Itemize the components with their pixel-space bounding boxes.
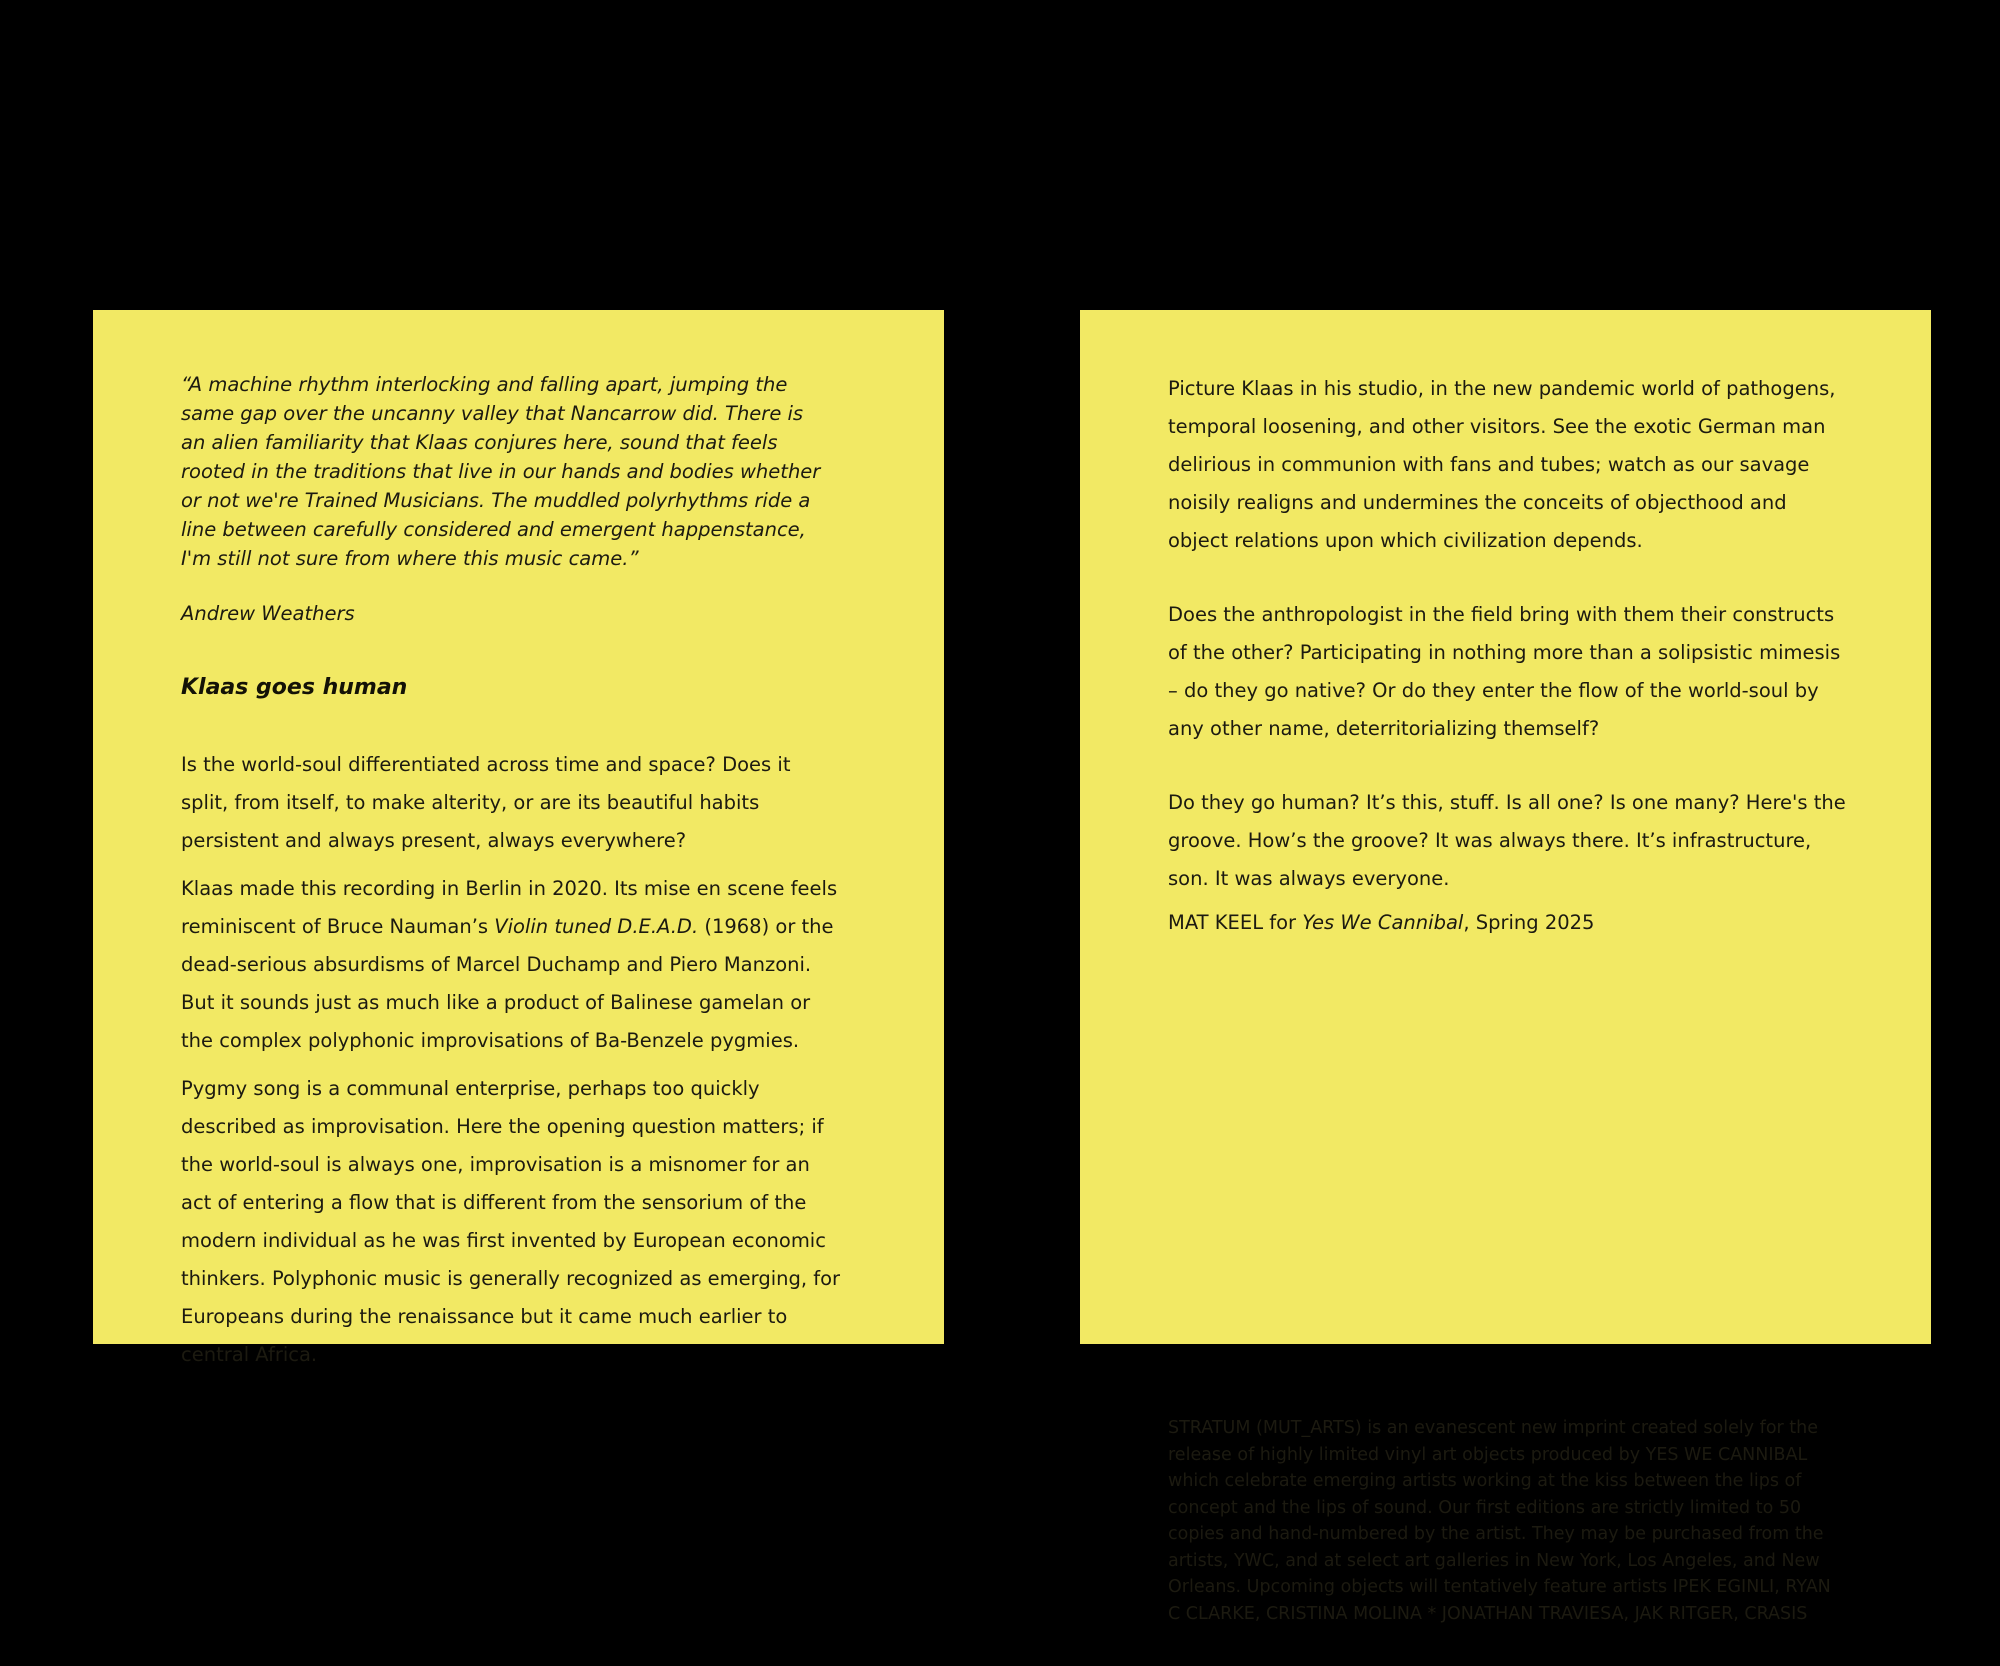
colophon <box>1168 1415 1848 1627</box>
left-page <box>93 310 944 1366</box>
work-title-violin-tuned-dead: Violin tuned D.E.A.D. <box>494 915 699 938</box>
publisher-name: Yes We Cannibal <box>1302 911 1464 934</box>
right-paragraph-2: Does the anthropologist in the field bring with them their constructs of the other? Participating in nothing more than a solipsistic mimesis – do they go native? Or do they enter the flow of the world-soul by any other name, deterritorializing themself? <box>1168 603 1841 740</box>
pull-quote: “A machine rhythm interlocking and falling apart, jumping the same gap over the uncanny valley that Nancarrow did. There is an alien familiarity that Klaas conjures here, sound that feels rooted in the traditions that live in our hands and bodies whether or not we're Trained Musicians. The muddled polyrhythms ride a line between carefully considered and emergent happenstance, I'm still not sure from where this music came.” <box>181 373 821 570</box>
byline-part2: , Spring 2025 <box>1463 911 1595 934</box>
right-page <box>1080 310 1931 1624</box>
left-paragraph-2 <box>181 870 841 1060</box>
left-paragraph-2-part1: Klaas made this recording in Berlin in 2020. Its mise en scene feels reminiscent of Bruce Nauman’s <box>181 877 838 938</box>
byline <box>1168 904 1859 942</box>
left-paragraph-2-part2: (1968) or the dead-serious absurdisms of Marcel Duchamp and Piero Manzoni. But it sounds just as much like a product of Balinese gamelan or the complex polyphonic improvisations of Ba-Benzele pygmies. <box>181 915 834 1052</box>
colophon-text: STRATUM (MUT_ARTS) is an evanescent new imprint created solely for the release of highly limited vinyl art objects produced by YES WE CANNIBAL which celebrate emerging artists working at the kiss between the lips of concept and the lips of sound. Our first editions are strictly limited to 50 copies and hand-numbered by the artist. They may be purchased from the artists, YWC, and at select art galleries in New York, Los Angeles, and New Orleans. Upcoming objects will tentatively feature artists IPEK EGINLI, RYAN C CLARKE, CRISTINA MOLINA * JONATHAN TRAVIESA, JAK RITGER, CRASIS <box>1168 1418 1831 1624</box>
right-paragraph-3: Do they go human? It’s this, stuff. Is all one? Is one many? Here's the groove. How’s the groove? It was always there. It’s infrastructure, son. It was always everyone. <box>1168 791 1846 890</box>
byline-part1: MAT KEEL for <box>1168 911 1303 934</box>
left-paragraph-3: Pygmy song is a communal enterprise, perhaps too quickly described as improvisation. Here the opening question matters; if the world-soul is always one, improvisation is a misnomer for an act of entering a flow that is different from the sensorium of the modern individual as he was first invented by European economic thinkers. Polyphonic music is generally recognized as emerging, for Europeans during the renaissance but it came much earlier to central Africa. <box>181 1077 841 1366</box>
right-paragraph-1: Picture Klaas in his studio, in the new pandemic world of pathogens, temporal loosening, and other visitors. See the exotic German man delirious in communion with fans and tubes; watch as our savage noisily realigns and undermines the conceits of objecthood and object relations upon which civilization depends. <box>1168 377 1836 552</box>
left-paragraph-1: Is the world-soul differentiated across time and space? Does it split, from itself, to make alterity, or are its beautiful habits persistent and always present, always everywhere? <box>181 753 791 852</box>
quote-attribution: Andrew Weathers <box>181 602 355 625</box>
page-title: Klaas goes human <box>181 675 408 700</box>
